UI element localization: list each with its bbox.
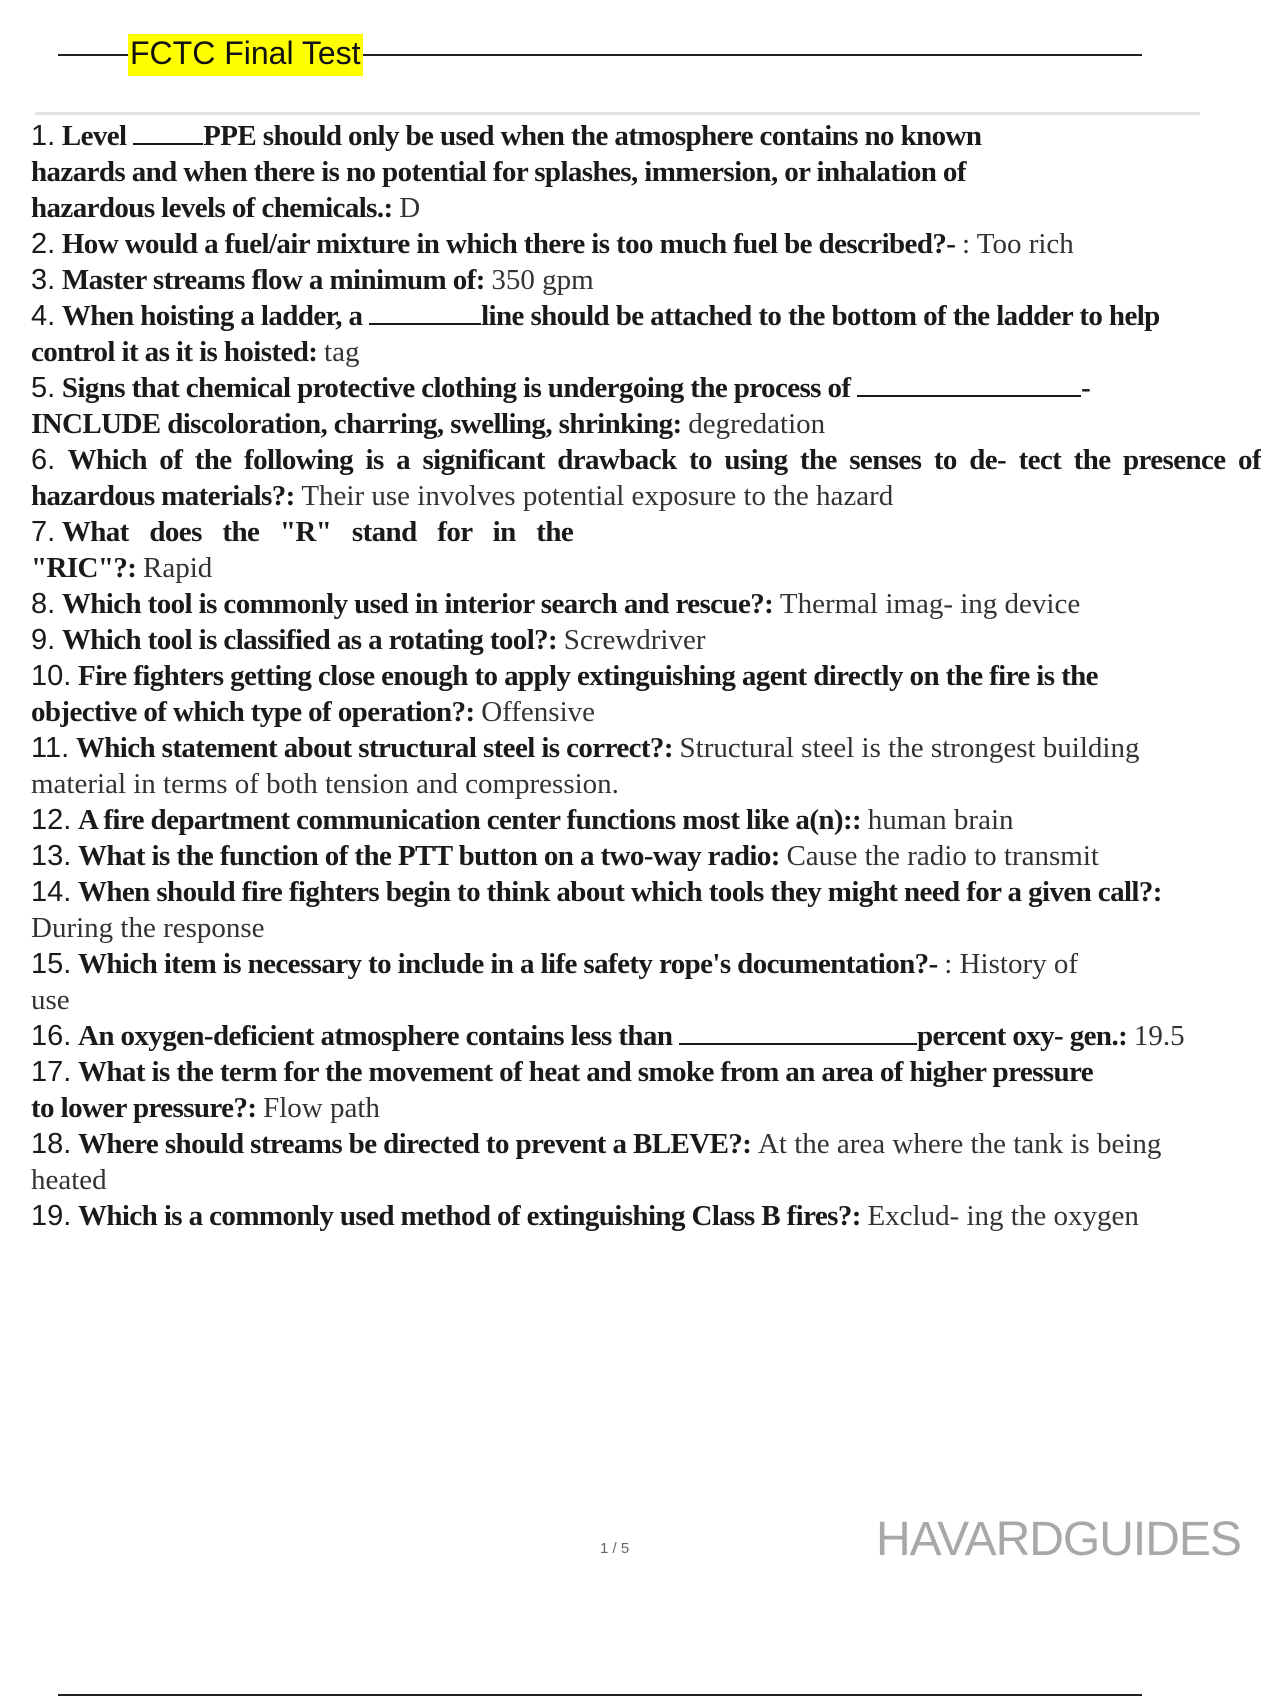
question-item: 8. Which tool is commonly used in interior search and rescue?: Thermal imag- ing device bbox=[31, 588, 1081, 620]
title-rule-left bbox=[58, 54, 128, 56]
answer: Flow path bbox=[263, 1092, 380, 1124]
answer: degredation bbox=[688, 408, 826, 440]
question-item: 5. Signs that chemical protective clothing is undergoing the process of - INCLUDE discoloration, charring, swelling, shrinking: degredation bbox=[31, 372, 1091, 440]
answer: Rapid bbox=[143, 552, 213, 584]
question-item: 3. Master streams flow a minimum of: 350 gpm bbox=[31, 264, 594, 296]
answer-blank bbox=[369, 300, 481, 325]
answer: D bbox=[399, 192, 421, 224]
question-item: 7. What does the "R" stand for in the "RIC"?: Rapid bbox=[31, 516, 574, 584]
question-item: 1. Level PPE should only be used when the atmosphere contains no known hazards and when there is no potential for splashes, immersion, or inhalation of hazardous levels of chemicals.: D bbox=[31, 120, 982, 224]
question-item: 10. Fire fighters getting close enough to apply extinguishing agent directly on the fire is the objective of which type of operation?: Offensive bbox=[31, 660, 1098, 728]
page-number: 1 / 5 bbox=[600, 1540, 630, 1557]
question-item: 11. Which statement about structural steel is correct?: Structural steel is the strongest building material in terms of both tension and compression. bbox=[31, 732, 1140, 800]
answer: Exclud- ing the oxygen bbox=[867, 1200, 1139, 1232]
answer: Offensive bbox=[481, 696, 596, 728]
answer: At the area where the tank is being heated bbox=[31, 1128, 1162, 1196]
answer: : Too rich bbox=[961, 228, 1074, 260]
watermark-logo: HAVARDGUIDES bbox=[876, 1513, 1241, 1566]
footer-rule bbox=[58, 1694, 1142, 1696]
answer: Their use involves potential exposure to the hazard bbox=[301, 480, 894, 512]
answer: 19.5 bbox=[1133, 1020, 1185, 1052]
question-item: 19. Which is a commonly used method of extinguishing Class B fires?: Exclud- ing the oxygen bbox=[31, 1200, 1139, 1232]
answer-blank bbox=[857, 372, 1081, 397]
question-item: 15. Which item is necessary to include in a life safety rope's documentation?- : History of use bbox=[31, 948, 1079, 1016]
question-item: 12. A fire department communication center functions most like a(n):: human brain bbox=[31, 804, 1014, 836]
question-item: 6. Which of the following is a significant drawback to using the senses to de- tect the presence of hazardous materials?: Their use involves potential exposure to the hazard bbox=[31, 444, 1261, 512]
answer: During the response bbox=[31, 912, 265, 944]
answer: : History of use bbox=[31, 948, 1079, 1016]
title-rule-right bbox=[363, 54, 1142, 56]
question-item: 9. Which tool is classified as a rotating tool?: Screwdriver bbox=[31, 624, 706, 656]
answer-blank bbox=[133, 120, 203, 145]
question-item: 13. What is the function of the PTT button on a two-way radio: Cause the radio to transmit bbox=[31, 840, 1099, 872]
question-item: 16. An oxygen-deficient atmosphere contains less than percent oxy- gen.: 19.5 bbox=[31, 1020, 1185, 1052]
document-title: FCTC Final Test bbox=[128, 34, 363, 75]
answer-blank bbox=[679, 1020, 917, 1045]
answer: Structural steel is the strongest building material in terms of both tension and compression. bbox=[31, 732, 1140, 800]
answer: Thermal imag- ing device bbox=[779, 588, 1081, 620]
header-separator bbox=[35, 112, 1200, 115]
question-item: 17. What is the term for the movement of heat and smoke from an area of higher pressure to lower pressure?: Flow path bbox=[31, 1056, 1094, 1124]
question-item: 2. How would a fuel/air mixture in which there is too much fuel be described?- : Too rich bbox=[31, 228, 1074, 260]
question-item: 4. When hoisting a ladder, a line should be attached to the bottom of the ladder to help control it as it is hoisted: tag bbox=[31, 300, 1160, 368]
answer: tag bbox=[324, 336, 360, 368]
header bbox=[58, 32, 1142, 78]
question-list bbox=[31, 118, 1261, 1234]
question-item: 14. When should fire fighters begin to think about which tools they might need for a given call?: During the response bbox=[31, 876, 1162, 944]
answer: Screwdriver bbox=[563, 624, 706, 656]
answer: Cause the radio to transmit bbox=[786, 840, 1099, 872]
answer: 350 gpm bbox=[491, 264, 594, 296]
answer: human brain bbox=[867, 804, 1014, 836]
question-item: 18. Where should streams be directed to prevent a BLEVE?: At the area where the tank is being heated bbox=[31, 1128, 1162, 1196]
